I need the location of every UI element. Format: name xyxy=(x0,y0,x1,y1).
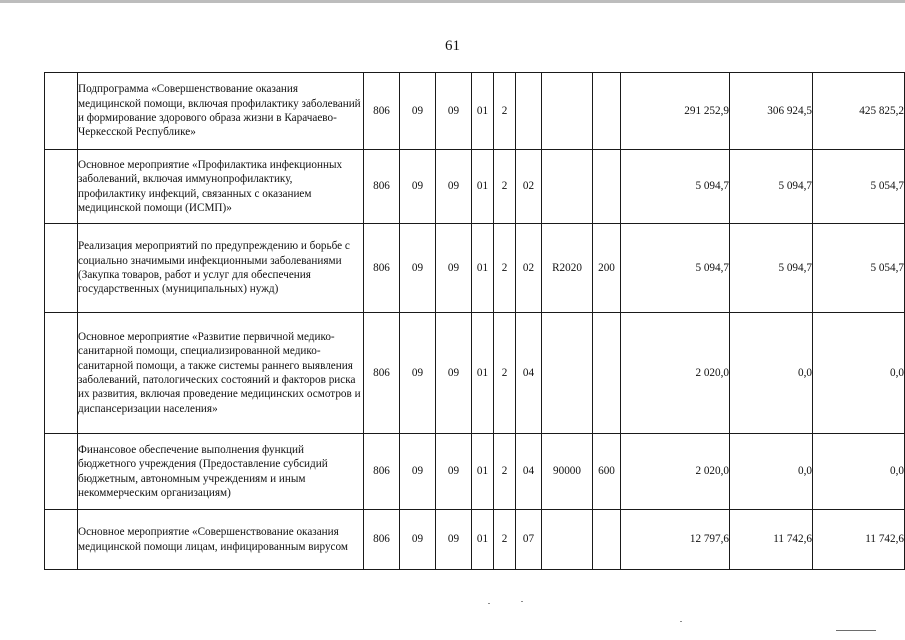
name-cell: Основное мероприятие «Развитие первичной медико-санитарной помощи, специализированной медико-санитарной помощи, а также системы раннего выявления заболеваний, патологических состояний и факторов риска их развития, включая проведение медицинских осмотров и диспансеризации населения» xyxy=(78,313,364,434)
section-cell: 09 xyxy=(400,73,436,150)
name-cell: Реализация мероприятий по предупреждению и борьбе с социально значимыми инфекционными заболеваниями (Закупка товаров, работ и услуг для обеспечения государственных (муниципальных) нужд) xyxy=(78,224,364,313)
amount-2-cell: 306 924,5 xyxy=(730,73,813,150)
index-cell xyxy=(45,313,78,434)
event-cell: 07 xyxy=(516,510,542,570)
target-code-cell xyxy=(542,73,593,150)
index-cell xyxy=(45,150,78,224)
amount-3-cell: 0,0 xyxy=(813,434,905,510)
subprogram-cell: 2 xyxy=(494,224,516,313)
amount-2-cell: 11 742,6 xyxy=(730,510,813,570)
subsection-cell: 09 xyxy=(436,73,472,150)
table-row xyxy=(45,73,905,150)
amount-1-cell: 12 797,6 xyxy=(621,510,730,570)
subsection-cell: 09 xyxy=(436,150,472,224)
index-cell xyxy=(45,224,78,313)
admin-code-cell: 806 xyxy=(364,150,400,224)
expense-type-cell xyxy=(593,510,621,570)
subsection-cell: 09 xyxy=(436,313,472,434)
subsection-cell: 09 xyxy=(436,434,472,510)
event-cell: 02 xyxy=(516,150,542,224)
table-row xyxy=(45,510,905,570)
program-cell: 01 xyxy=(472,150,494,224)
subsection-cell: 09 xyxy=(436,224,472,313)
section-cell: 09 xyxy=(400,510,436,570)
amount-2-cell: 0,0 xyxy=(730,313,813,434)
amount-3-cell: 425 825,2 xyxy=(813,73,905,150)
admin-code-cell: 806 xyxy=(364,224,400,313)
target-code-cell: 90000 xyxy=(542,434,593,510)
program-cell: 01 xyxy=(472,434,494,510)
amount-2-cell: 5 094,7 xyxy=(730,150,813,224)
amount-1-cell: 2 020,0 xyxy=(621,434,730,510)
event-cell: 04 xyxy=(516,434,542,510)
name-cell: Основное мероприятие «Профилактика инфекционных заболеваний, включая иммунопрофилактику, профилактику инфекций, связанных с оказанием медицинской помощи (ИСМП)» xyxy=(78,150,364,224)
expense-type-cell: 200 xyxy=(593,224,621,313)
section-cell: 09 xyxy=(400,434,436,510)
subsection-cell: 09 xyxy=(436,510,472,570)
amount-3-cell: 11 742,6 xyxy=(813,510,905,570)
event-cell xyxy=(516,73,542,150)
amount-3-cell: 5 054,7 xyxy=(813,224,905,313)
scan-speck xyxy=(680,621,682,622)
scan-speck xyxy=(488,603,490,604)
target-code-cell: R2020 xyxy=(542,224,593,313)
subprogram-cell: 2 xyxy=(494,73,516,150)
budget-table xyxy=(44,72,905,570)
index-cell xyxy=(45,434,78,510)
page-top-edge xyxy=(0,0,905,3)
subprogram-cell: 2 xyxy=(494,150,516,224)
admin-code-cell: 806 xyxy=(364,434,400,510)
table-row xyxy=(45,434,905,510)
amount-2-cell: 0,0 xyxy=(730,434,813,510)
name-cell: Подпрограмма «Совершенствование оказания медицинской помощи, включая профилактику заболеваний и формирование здорового образа жизни в Карачаево-Черкесской Республике» xyxy=(78,73,364,150)
section-cell: 09 xyxy=(400,313,436,434)
table-row xyxy=(45,224,905,313)
program-cell: 01 xyxy=(472,313,494,434)
event-cell: 02 xyxy=(516,224,542,313)
program-cell: 01 xyxy=(472,510,494,570)
expense-type-cell xyxy=(593,73,621,150)
program-cell: 01 xyxy=(472,224,494,313)
table-body xyxy=(45,73,905,570)
amount-3-cell: 5 054,7 xyxy=(813,150,905,224)
program-cell: 01 xyxy=(472,73,494,150)
expense-type-cell xyxy=(593,313,621,434)
admin-code-cell: 806 xyxy=(364,510,400,570)
scan-mark xyxy=(836,630,876,631)
target-code-cell xyxy=(542,313,593,434)
table-row xyxy=(45,313,905,434)
name-cell: Финансовое обеспечение выполнения функций бюджетного учреждения (Предоставление субсидий бюджетным, автономным учреждениям и иным некоммерческим организациям) xyxy=(78,434,364,510)
index-cell xyxy=(45,73,78,150)
subprogram-cell: 2 xyxy=(494,434,516,510)
name-cell: Основное мероприятие «Совершенствование оказания медицинской помощи лицам, инфицированным вирусом xyxy=(78,510,364,570)
admin-code-cell: 806 xyxy=(364,313,400,434)
amount-1-cell: 5 094,7 xyxy=(621,224,730,313)
expense-type-cell: 600 xyxy=(593,434,621,510)
amount-1-cell: 2 020,0 xyxy=(621,313,730,434)
amount-3-cell: 0,0 xyxy=(813,313,905,434)
amount-1-cell: 291 252,9 xyxy=(621,73,730,150)
scan-speck xyxy=(521,601,523,602)
section-cell: 09 xyxy=(400,150,436,224)
target-code-cell xyxy=(542,150,593,224)
event-cell: 04 xyxy=(516,313,542,434)
table-row xyxy=(45,150,905,224)
page-number: 61 xyxy=(445,38,460,54)
target-code-cell xyxy=(542,510,593,570)
admin-code-cell: 806 xyxy=(364,73,400,150)
index-cell xyxy=(45,510,78,570)
amount-1-cell: 5 094,7 xyxy=(621,150,730,224)
subprogram-cell: 2 xyxy=(494,313,516,434)
expense-type-cell xyxy=(593,150,621,224)
section-cell: 09 xyxy=(400,224,436,313)
amount-2-cell: 5 094,7 xyxy=(730,224,813,313)
subprogram-cell: 2 xyxy=(494,510,516,570)
